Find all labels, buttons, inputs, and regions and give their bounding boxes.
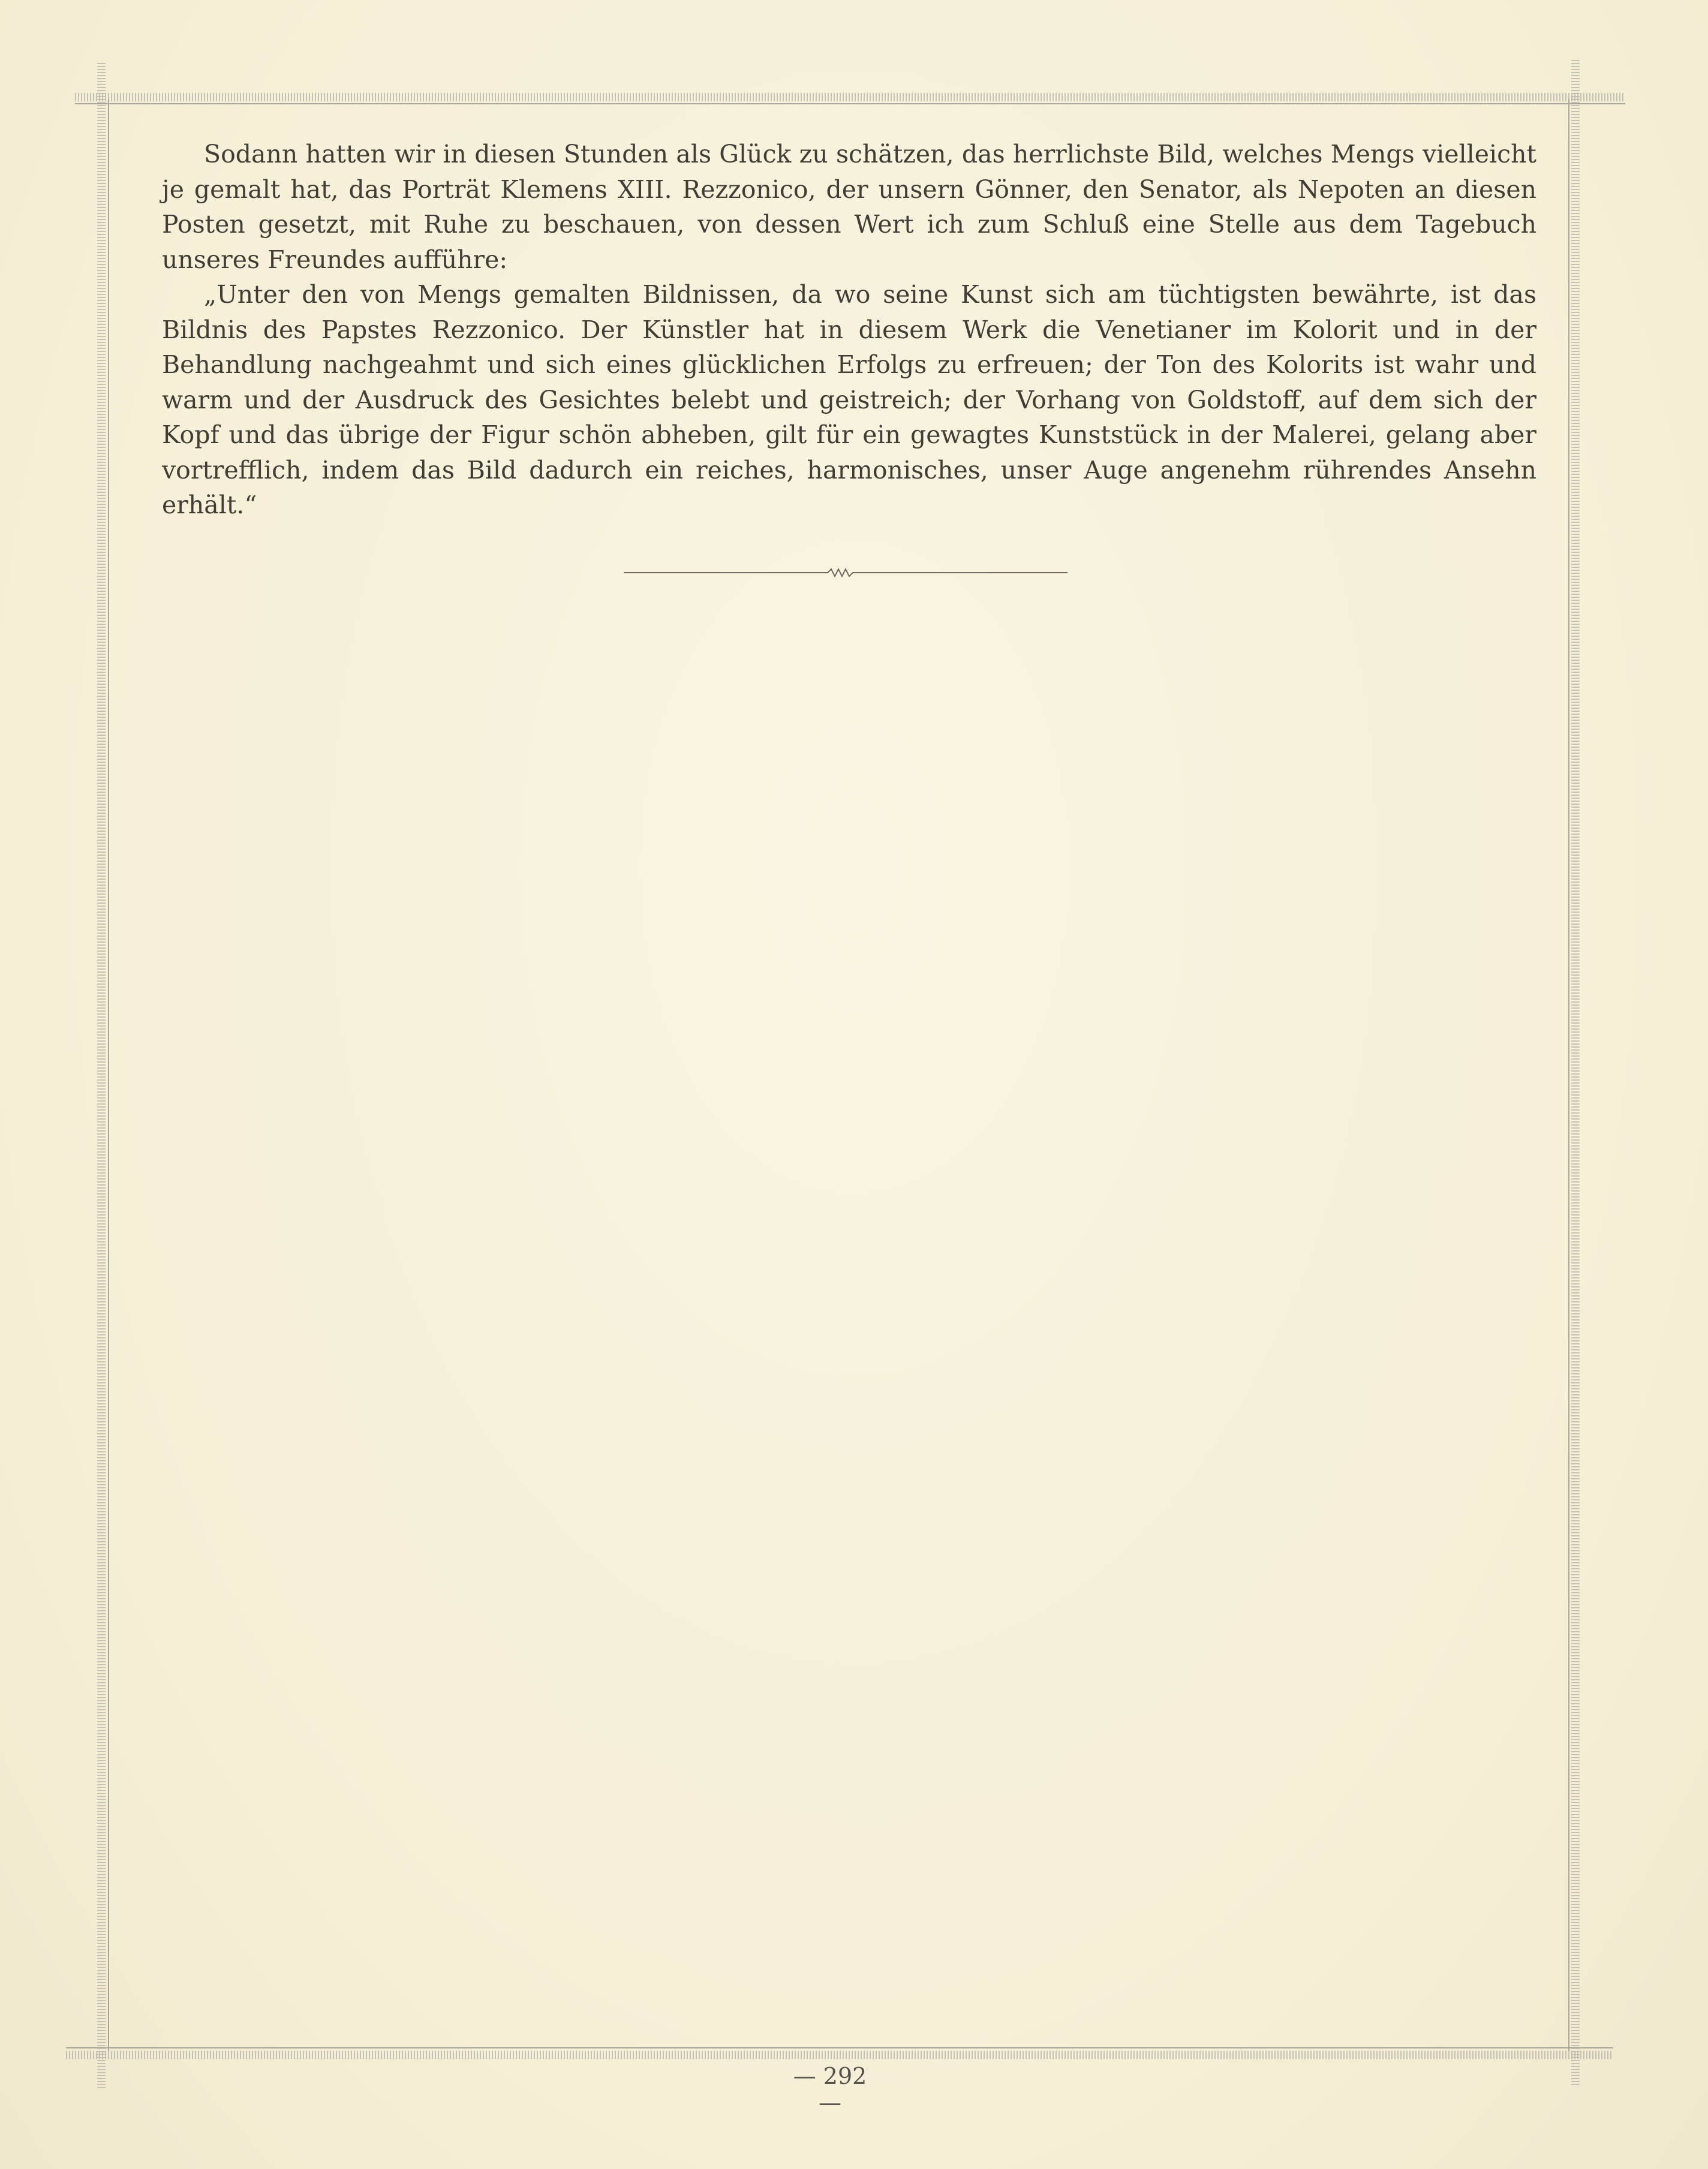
page-number: — 292 —: [793, 2063, 867, 2116]
frame-left-line: [108, 99, 109, 2051]
frame-left-hatch: [97, 63, 106, 2090]
paragraph-quote: „Unter den von Mengs gemalten Bildnissen, da wo seine Kunst sich am tüchtigsten bewährte, ist das Bildnis des Papstes Rezzonico. Der Künstler hat in diesem Werk die Venetianer im Kolorit und in der Behandlung nachgeahmt und sich eines glücklichen Erfolgs zu erfreuen; der Ton des Kolorits ist wahr und warm und der Ausdruck des Gesichtes belebt und geistreich; der Vorhang von Goldstoff, auf dem sich der Kopf und das übrige der Figur schön abheben, gilt für ein gewagtes Kunststück in der Malerei, gelang aber vortrefflich, indem das Bild dadurch ein reiches, harmonisches, unser Auge angenehm rührendes Ansehn erhält.“: [162, 280, 1536, 519]
frame-right-line: [1568, 99, 1569, 2051]
frame-right-hatch: [1571, 60, 1580, 2087]
ornamental-separator: [624, 564, 1068, 582]
frame-top-line: [75, 103, 1625, 104]
frame-bottom-line: [66, 2047, 1613, 2048]
frame-top-hatch: [75, 93, 1625, 101]
main-text: [162, 137, 1536, 523]
frame-bottom-hatch: [66, 2051, 1613, 2059]
paragraph-intro: Sodann hatten wir in diesen Stunden als Glück zu schätzen, das herrlichste Bild, welches Mengs vielleicht je gemalt hat, das Porträt Klemens XIII. Rezzonico, der unsern Gönner, den Senator, als Nepoten an diesen Posten gesetzt, mit Ruhe zu beschauen, von dessen Wert ich zum Schluß eine Stelle aus dem Tagebuch unseres Freundes aufführe:: [162, 140, 1536, 274]
